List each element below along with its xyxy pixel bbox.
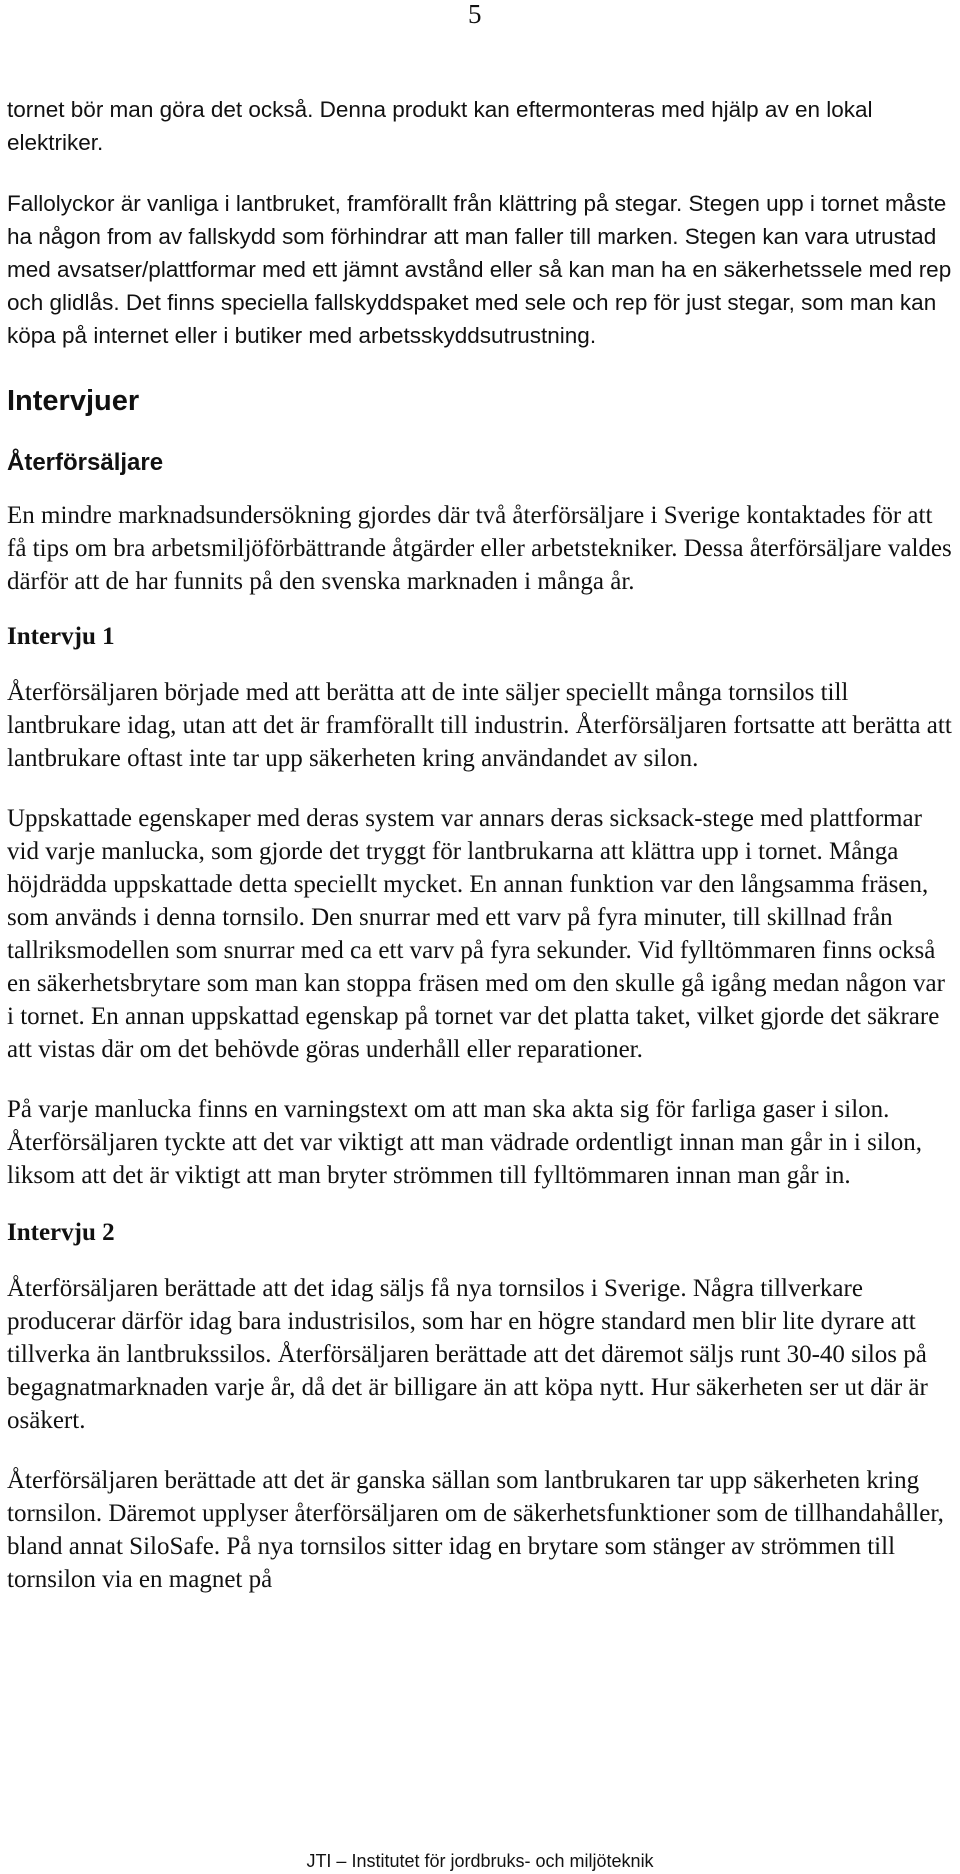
intro-paragraph-1: tornet bör man göra det också. Denna produkt kan eftermonteras med hjälp av en lokal elektriker.: [7, 97, 873, 155]
section-intro-paragraph: En mindre marknadsundersökning gjordes där två återförsäljare i Sverige kontaktades för att få tips om bra arbetsmiljöförbättrande åtgärder eller arbetstekniker. Dessa återförsäljare valdes därför att de har funnits på den svenska marknaden i många år.: [7, 502, 952, 595]
section-heading: Intervjuer: [7, 385, 140, 417]
page-number: 5: [468, 0, 482, 29]
interview-2-paragraph-2: Återförsäljaren berättade att det är ganska sällan som lantbrukaren tar upp säkerheten kring tornsilon. Däremot upplyser återförsäljaren om de säkerhetsfunktioner som de tillhandahåller, bland annat SiloSafe. På nya tornsilos sitter idag en brytare som stänger av strömmen till tornsilon via en magnet på: [7, 1467, 944, 1593]
interview-1-paragraph-1: Återförsäljaren började med att berätta att de inte säljer speciellt många tornsilos till lantbrukare idag, utan att det är framförallt till industrin. Återförsäljaren fortsatte att berätta att lantbrukare oftast inte tar upp säkerheten kring användandet av silon.: [7, 679, 952, 772]
document-body: [7, 93, 953, 1596]
interview-1-paragraph-3: På varje manlucka finns en varningstext om att man ska akta sig för farliga gaser i silon. Återförsäljaren tyckte att det var viktigt att man vädrade ordentligt innan man går in i silon, liksom att det är viktigt att man bryter strömmen till fylltömmaren innan man går in.: [7, 1096, 922, 1189]
page-footer: JTI – Institutet för jordbruks- och miljöteknik: [306, 1851, 654, 1871]
intro-paragraph-2: Fallolyckor är vanliga i lantbruket, framförallt från klättring på stegar. Stegen upp i tornet måste ha någon from av fallskydd som förhindrar att man faller till marken. Stegen kan vara utrustad med avsatser/plattformar med ett jämnt avstånd eller så kan man ha en säkerhetssele med rep och glidlås. Det finns speciella fallskyddspaket med sele och rep för just stegar, som man kan köpa på internet eller i butiker med arbetsskyddsutrustning.: [7, 191, 952, 348]
interview-1-heading: Intervju 1: [7, 623, 115, 650]
section-subheading: Återförsäljare: [7, 449, 164, 476]
interview-1-paragraph-2: Uppskattade egenskaper med deras system var annars deras sicksack-stege med plattformar vid varje manlucka, som gjorde det tryggt för lantbrukarna att klättra upp i tornet. Många höjdrädda uppskattade detta speciellt mycket. En annan funktion var den långsamma fräsen, som används i denna tornsilo. Den snurrar med ett varv på fyra minuter, till skillnad från tallriksmodellen som snurrar med ca ett varv på fyra sekunder. Vid fylltömmaren finns också en säkerhetsbrytare som man kan stoppa fräsen med om den skulle gå igång medan någon var i tornet. En annan uppskattad egenskap på tornet var det platta taket, vilket gjorde det säkrare att vistas där om det behövde göras underhåll eller reparationer.: [7, 805, 945, 1063]
interview-2-paragraph-1: Återförsäljaren berättade att det idag säljs få nya tornsilos i Sverige. Några tillverkare producerar därför idag bara industrisilos, som har en högre standard men blir lite dyrare att tillverka än lantbrukssilos. Återförsäljaren berättade att det däremot säljs runt 30-40 silos på begagnatmarknaden varje år, då det är billigare än att köpa nytt. Hur säkerheten ser ut där är osäkert.: [7, 1275, 928, 1434]
interview-2-heading: Intervju 2: [7, 1219, 115, 1246]
